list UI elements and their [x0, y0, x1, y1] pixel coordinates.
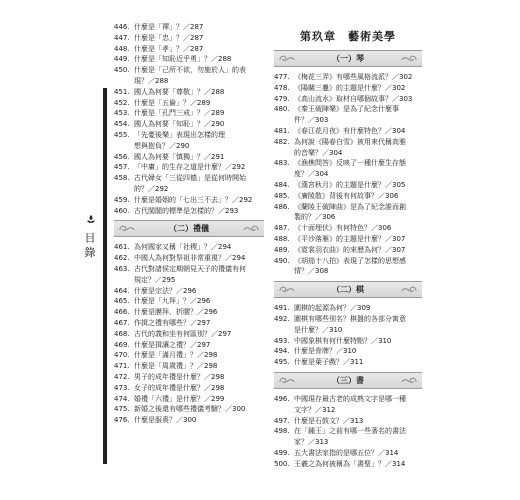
left-column [114, 22, 264, 426]
toc-entry [114, 119, 264, 130]
toc-entry [114, 173, 264, 195]
entry-text: 什麼是「滿月禮」？／298 [134, 351, 218, 360]
entry-number: 450. [114, 66, 130, 75]
entry-number: 489. [274, 245, 290, 254]
entry-text: 什麼是「孝」？／287 [134, 44, 204, 53]
entry-question [134, 119, 264, 130]
section-header [274, 281, 422, 298]
margin-vertical-rule [103, 88, 107, 464]
entry-number: 448. [114, 44, 130, 53]
toc-entry [114, 22, 264, 33]
entry-text: 《霓裳羽衣曲》的來歷為何？／307 [294, 245, 406, 254]
entry-text: 為何說《陽春白雪》被用來代稱高雅 [294, 137, 406, 146]
entry-question [134, 130, 264, 152]
entry-text: 《廣陵散》背後有何故事？／306 [294, 191, 399, 200]
entry-question [294, 158, 422, 180]
entry-number: 486. [274, 202, 290, 211]
entry-text: 《陽關三疊》的主題是什麼？／302 [294, 83, 406, 92]
entry-question [134, 394, 264, 405]
entry-question [134, 329, 264, 340]
entry-text: 什麼是骨牌？／310 [294, 347, 357, 356]
entry-text: 新婚之後還有哪些禮儀考驗？／300 [134, 405, 246, 414]
entry-question [134, 162, 264, 173]
entry-question [294, 223, 422, 234]
flower-ornament-icon [86, 214, 96, 224]
entry-text: 《平沙落雁》的主題是什麼？／307 [294, 234, 406, 243]
entry-text: 男子的成年禮是什麼？／298 [134, 372, 225, 381]
entry-number: 477. [274, 73, 290, 81]
entry-number: 483. [274, 159, 290, 168]
toc-entry [274, 394, 422, 416]
cloud-swirl-icon [400, 53, 418, 63]
toc-entry [114, 65, 264, 87]
entry-text: 中國象棋有何什麼特點？／310 [294, 336, 392, 345]
entry-question [134, 108, 264, 119]
entry-question [294, 83, 422, 94]
entry-question [294, 256, 422, 278]
section-header [274, 372, 422, 389]
entry-question [134, 350, 264, 361]
entry-text-continued: 的？／292 [134, 184, 169, 193]
cloud-swirl-icon [278, 284, 296, 294]
toc-entry [114, 361, 264, 372]
entry-text: 《春江花月夜》有什麼特色？／304 [294, 126, 406, 135]
entry-text-continued: 是什麼？／310 [294, 325, 343, 334]
entry-text: 王羲之為何被稱為「書聖」？／314 [294, 459, 406, 468]
entry-text: 古代婦女「三從四德」是從何時開始 [134, 174, 246, 183]
entry-text: 什麼是「禪」？／287 [134, 23, 204, 31]
entry-number: 472. [114, 372, 130, 381]
toc-entry [274, 245, 422, 256]
toc-entry [114, 340, 264, 351]
entry-question [134, 286, 264, 297]
entry-text: 什麼是「周歲禮」？／298 [134, 362, 218, 371]
entry-text-continued: 製的？／306 [294, 213, 336, 222]
entry-question [294, 346, 422, 357]
toc-entry [114, 206, 264, 217]
entry-number: 464. [114, 286, 130, 295]
toc-entry [274, 336, 422, 347]
entry-question [294, 72, 422, 83]
entry-number: 462. [114, 254, 130, 263]
entry-text: 《漢宮秋月》的主題是什麼？／305 [294, 180, 406, 189]
cloud-swirl-icon [400, 284, 418, 294]
entry-text-continued: 情？／308 [294, 267, 329, 276]
section-header [274, 50, 422, 67]
entry-question [134, 340, 264, 351]
entry-question [134, 242, 264, 253]
toc-entry [114, 130, 264, 152]
entry-question [294, 126, 422, 137]
left-entry-list [114, 22, 264, 216]
entry-number: 446. [114, 23, 130, 31]
entry-question [294, 191, 422, 202]
entry-number: 473. [114, 383, 130, 392]
entry-text: 什麼是「九拜」？／296 [134, 297, 211, 306]
entry-number: 482. [274, 137, 290, 146]
entry-number: 458. [114, 174, 130, 183]
entry-number: 449. [114, 55, 130, 64]
toc-entry [114, 307, 264, 318]
entry-text: 《胡笳十八拍》表現了怎樣的思想感 [294, 256, 406, 265]
entry-question [134, 383, 264, 394]
toc-entry [274, 448, 422, 459]
entry-text: 什麼是「忠」？／287 [134, 33, 204, 42]
entry-question [294, 137, 422, 159]
right-sections [274, 50, 422, 470]
entry-text: 《漁樵問答》反映了一種什麼生存態 [294, 159, 406, 168]
toc-entry [114, 195, 264, 206]
toc-entry [274, 303, 422, 314]
entry-number: 478. [274, 83, 290, 92]
entry-text: 什麼是服喪？／300 [134, 416, 197, 425]
toc-entry [114, 98, 264, 109]
entry-number: 499. [274, 448, 290, 457]
entry-question [294, 448, 422, 459]
entry-number: 456. [114, 152, 130, 161]
section-title: （一）琴 [332, 54, 364, 63]
entry-text: 《蘭陵王破陣曲》是為了紀念誰而創 [294, 202, 406, 211]
entry-text: 《梅花三弄》有哪些風格流派？／302 [294, 73, 413, 81]
toc-entry [114, 372, 264, 383]
entry-number: 465. [114, 297, 130, 306]
entry-text: 什麼是葉子戲？／311 [294, 358, 364, 367]
entry-question [134, 152, 264, 163]
toc-entry [274, 256, 422, 278]
entry-question [134, 206, 264, 217]
entry-number: 491. [274, 304, 290, 313]
toc-entry [274, 202, 422, 224]
entry-text: 「先憂後樂」表現出怎樣的理 [134, 130, 225, 139]
entry-text: 什麼是婚姻的「七出三不去」？／292 [134, 195, 253, 204]
margin-label-contents: 目 錄 [83, 232, 96, 258]
entry-text: 作揖之禮有哪些？／297 [134, 318, 211, 327]
entry-text-continued: 度？／304 [294, 170, 329, 179]
toc-entry [274, 234, 422, 245]
entry-text-continued: 文字？／312 [294, 405, 336, 414]
entry-number: 461. [114, 243, 130, 252]
entry-number: 484. [274, 180, 290, 189]
entry-number: 498. [274, 427, 290, 436]
toc-entry [274, 357, 422, 368]
toc-entry [114, 383, 264, 394]
entry-text: 中國人為何對祭祖非常重視？／294 [134, 254, 246, 263]
cloud-swirl-icon [242, 223, 260, 233]
toc-entry [114, 162, 264, 173]
entry-question [294, 314, 422, 336]
entry-text: 女子的成年禮是什麼？／298 [134, 383, 225, 392]
entry-number: 481. [274, 126, 290, 135]
section-title: （二）禮儀 [169, 224, 209, 234]
entry-question [134, 195, 264, 206]
toc-entry [274, 180, 422, 191]
toc-entry [114, 329, 264, 340]
entry-number: 496. [274, 394, 290, 403]
entry-number: 468. [114, 329, 130, 338]
entry-text: 《秦王破陣樂》是為了紀念什麼事 [294, 105, 399, 114]
entry-question [294, 94, 422, 105]
entry-text: 古代對諸侯定期朝見天子的禮儀有何 [134, 264, 246, 273]
entry-text: 婚禮「六禮」是什麼？／299 [134, 394, 225, 403]
toc-entry [274, 416, 422, 427]
toc-entry [274, 72, 422, 83]
entry-text: 《高山流水》取材自哪個故事？／303 [294, 94, 413, 103]
entry-number: 500. [274, 459, 290, 468]
entry-question [134, 87, 264, 98]
toc-entry [274, 94, 422, 105]
toc-entry [114, 108, 264, 119]
entry-text: 古代閨閣的標準是怎樣的？／293 [134, 206, 239, 215]
entry-question [134, 98, 264, 109]
toc-entry [114, 318, 264, 329]
entry-question [134, 307, 264, 318]
entry-question [134, 173, 264, 195]
entry-question [294, 245, 422, 256]
entry-question [134, 264, 264, 286]
entry-question [134, 54, 264, 65]
entry-question [134, 33, 264, 44]
toc-entry [114, 54, 264, 65]
entry-number: 495. [274, 358, 290, 367]
entry-number: 452. [114, 98, 130, 107]
entry-text: 什麼是宗法？／296 [134, 286, 197, 295]
entry-text-continued: 件？／303 [294, 116, 329, 125]
entry-text: 什麼是「五倫」？／289 [134, 98, 211, 107]
entry-text: 五大書法家指的是哪五位？／314 [294, 448, 399, 457]
entry-number: 497. [274, 416, 290, 425]
entry-question [134, 415, 264, 426]
entry-number: 487. [274, 224, 290, 233]
entry-question [294, 202, 422, 224]
entry-number: 463. [114, 264, 130, 273]
entry-question [294, 357, 422, 368]
toc-entry [274, 314, 422, 336]
toc-entry [114, 152, 264, 163]
entry-text: 《十面埋伏》有何特色？／306 [294, 224, 392, 233]
toc-entry [274, 104, 422, 126]
entry-text: 圍棋有哪些別名？棋盤的各部分寓意 [294, 314, 406, 323]
entry-question [134, 372, 264, 383]
entry-text: 什麼是「知恥近乎勇」？／288 [134, 55, 232, 64]
cloud-swirl-icon [278, 375, 296, 385]
entry-question [294, 336, 422, 347]
entry-text: 中國現存最古老的成熟文字是哪一種 [294, 394, 406, 403]
entry-number: 475. [114, 405, 130, 414]
entry-question [294, 459, 422, 470]
entry-number: 474. [114, 394, 130, 403]
entry-text: 國人為何要「尊敬」？／288 [134, 87, 225, 96]
right-entry-list [274, 394, 422, 470]
cloud-swirl-icon [118, 223, 136, 233]
entry-number: 480. [274, 105, 290, 114]
entry-number: 479. [274, 94, 290, 103]
entry-text: 圍棋的起源為何？／309 [294, 304, 371, 313]
toc-entry [114, 242, 264, 253]
cloud-swirl-icon [400, 375, 418, 385]
toc-entry [114, 394, 264, 405]
entry-number: 454. [114, 120, 130, 129]
entry-question [134, 65, 264, 87]
entry-text: 什麼是揖讓之禮？／297 [134, 340, 211, 349]
entry-number: 467. [114, 318, 130, 327]
entry-number: 493. [274, 336, 290, 345]
entry-number: 460. [114, 206, 130, 215]
entry-text: 在「鍾王」之前有哪一些著名的書法 [294, 427, 406, 436]
entry-question [294, 104, 422, 126]
entry-number: 451. [114, 87, 130, 96]
toc-entry [114, 33, 264, 44]
entry-question [134, 44, 264, 55]
toc-entry [114, 87, 264, 98]
entry-number: 488. [274, 234, 290, 243]
entry-question [134, 296, 264, 307]
entry-question [294, 303, 422, 314]
entry-number: 459. [114, 195, 130, 204]
entry-number: 470. [114, 351, 130, 360]
entry-text: 「中庸」的生存之道是什麼？／292 [134, 163, 246, 172]
entry-text-continued: 的音樂？／304 [294, 148, 343, 157]
toc-entry [114, 253, 264, 264]
entry-text: 國人為何要「慎獨」？／291 [134, 152, 225, 161]
entry-text: 什麼是「己所不欲，勿施於人」的表 [134, 66, 246, 75]
right-entry-list [274, 303, 422, 368]
entry-number: 476. [114, 416, 130, 425]
toc-entry [114, 44, 264, 55]
toc-entry [274, 459, 422, 470]
toc-entry [114, 404, 264, 415]
entry-question [294, 180, 422, 191]
toc-entry [274, 83, 422, 94]
toc-entry [114, 350, 264, 361]
entry-text-continued: 規定？／295 [134, 275, 176, 284]
toc-entry [274, 137, 422, 159]
toc-entry [274, 158, 422, 180]
entry-text: 古代的義和坐有何區別？／297 [134, 329, 232, 338]
entry-text: 什麼是膜拜、折腰？／296 [134, 308, 218, 317]
entry-text: 國人為何要「知恥」？／290 [134, 120, 225, 129]
toc-entry [114, 264, 264, 286]
toc-entry [274, 346, 422, 357]
section-title: （二）棋 [332, 285, 364, 295]
entry-question [294, 394, 422, 416]
entry-question [294, 426, 422, 448]
toc-entry [114, 415, 264, 426]
entry-question [134, 404, 264, 415]
entry-number: 492. [274, 314, 290, 323]
entry-number: 466. [114, 308, 130, 317]
right-entry-list [274, 72, 422, 277]
toc-entry [274, 223, 422, 234]
entry-text-continued: 家？／313 [294, 438, 329, 447]
entry-number: 453. [114, 109, 130, 118]
entry-number: 447. [114, 33, 130, 42]
entry-number: 494. [274, 347, 290, 356]
section-header-etiquette [114, 220, 264, 237]
entry-text: 什麼是「孔門三戒」？／289 [134, 109, 225, 118]
entry-text-continued: 現？／288 [134, 76, 169, 85]
left-entry-list [114, 242, 264, 426]
entry-number: 469. [114, 340, 130, 349]
toc-entry [274, 426, 422, 448]
toc-entry [114, 286, 264, 297]
chapter-title: 第玖章 藝術美學 [300, 30, 396, 43]
section-title: （三）書 [332, 375, 364, 385]
cloud-swirl-icon [278, 53, 296, 63]
entry-number: 471. [114, 362, 130, 371]
entry-number: 490. [274, 256, 290, 265]
toc-entry [274, 126, 422, 137]
toc-entry [114, 296, 264, 307]
entry-text: 為何國家又稱「社稷」？／294 [134, 243, 232, 252]
entry-question [134, 22, 264, 33]
entry-text-continued: 想與抱負？／290 [134, 141, 190, 150]
entry-question [134, 318, 264, 329]
entry-text: 什麼是石鼓文？／313 [294, 416, 364, 425]
entry-question [294, 234, 422, 245]
entry-question [134, 361, 264, 372]
right-column [274, 22, 422, 470]
entry-number: 485. [274, 191, 290, 200]
toc-entry [274, 191, 422, 202]
entry-question [134, 253, 264, 264]
entry-question [294, 416, 422, 427]
entry-number: 457. [114, 163, 130, 172]
entry-number: 455. [114, 130, 130, 139]
